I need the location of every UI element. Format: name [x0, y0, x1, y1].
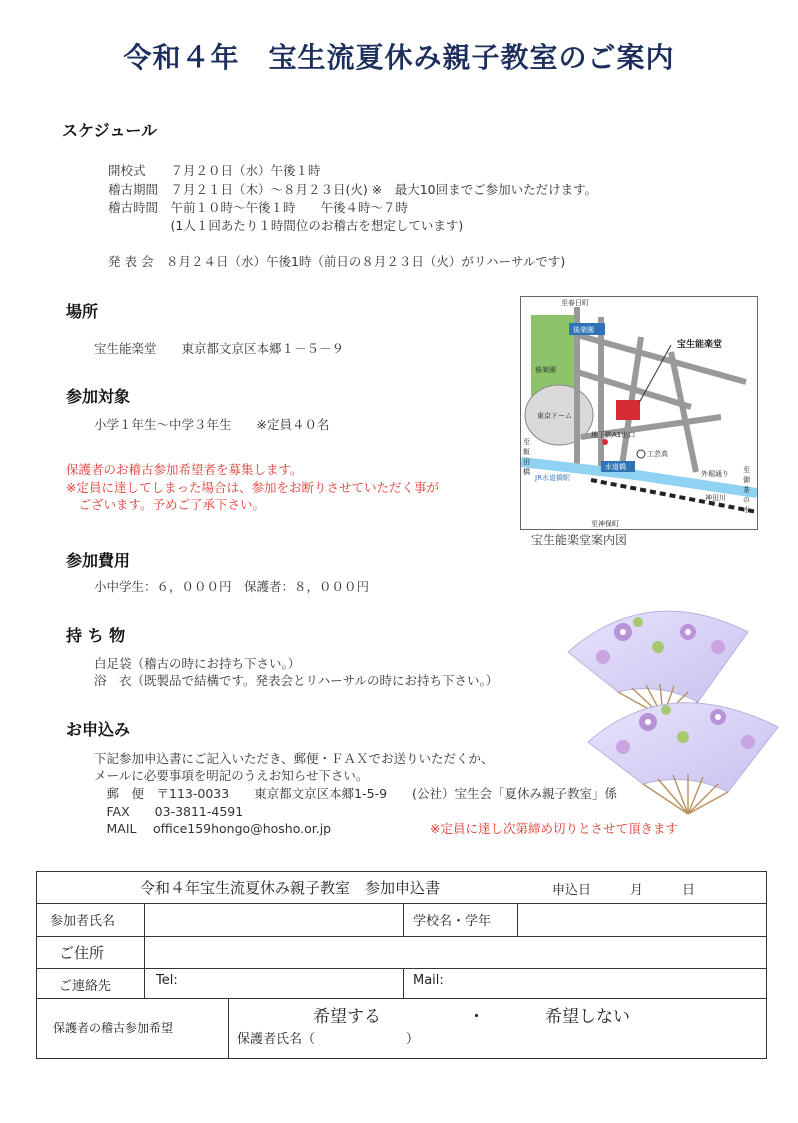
- apply-heading: お申込み: [66, 720, 131, 739]
- guardian-note-3: ございます。予めご了承下さい。: [66, 497, 266, 512]
- map-hall-marker: [616, 400, 640, 420]
- apply-postal: 郵 便 〒113-0033 東京都文京区本郷1-5-9 (公社）宝生会「夏休み親子教室」係: [94, 786, 617, 801]
- participant-name-label: 参加者氏名: [50, 914, 116, 929]
- participant-name-field[interactable]: [145, 904, 403, 936]
- wish-separator: ・: [468, 1007, 485, 1027]
- schedule-heading: スケジュール: [62, 121, 158, 140]
- map-label-bottom: 至神保町: [591, 520, 619, 528]
- schedule-line-recital: 発 表 会 ８月２４日（水）午後1時（前日の８月２３日（火）がリハーサルです): [108, 254, 566, 269]
- apply-line-1: 下記参加申込書にご記入いただき、郵便・ＦＡＸでお送りいただくか、: [94, 751, 494, 766]
- map-label-bridge: 水道橋: [605, 463, 626, 471]
- map-label-road-left: 至飯田橋: [523, 438, 530, 476]
- schedule-line-3: 稽古時間 午前１０時～午後１時 午後４時～７時: [108, 200, 409, 215]
- guardian-name-field[interactable]: [337, 1026, 447, 1046]
- map-label-dome: 東京ドーム: [537, 412, 572, 420]
- place-heading: 場所: [66, 302, 99, 321]
- map-label-exit: 地下鉄A1出口: [591, 431, 636, 439]
- guardian-note-2: ※定員に達してしまった場合は、参加をお断りさせていただく事が: [66, 480, 439, 495]
- fee-heading: 参加費用: [66, 551, 131, 570]
- contact-label: ご連絡先: [59, 979, 112, 994]
- wish-yes-option[interactable]: 希望する: [313, 1007, 381, 1027]
- fan-top: [568, 611, 748, 717]
- map-label-korakuen-st: 後楽園: [573, 326, 594, 334]
- guardian-name-label: 保護者氏名（ ）: [237, 1032, 420, 1047]
- map-label-top-station: 至春日町: [561, 299, 589, 307]
- map-label-jr: JR水道橋駅: [535, 474, 570, 482]
- access-map: [520, 296, 758, 530]
- address-label: ご住所: [59, 944, 105, 962]
- application-form: [36, 871, 767, 1059]
- schedule-line-2: 稽古期間 ７月２１日（木）～８月２３日(火) ※ 最大10回までご参加いただけます。: [108, 182, 598, 197]
- apply-fax: FAX 03-3811-4591: [94, 804, 244, 819]
- map-label-gaibori: 外堀通り: [701, 470, 729, 478]
- map-label-road-right: 至御茶の水: [743, 466, 750, 514]
- items-line-1: 白足袋（稽古の時にお持ち下さい。）: [94, 656, 301, 671]
- address-field[interactable]: [145, 937, 766, 968]
- target-line: 小学１年生～中学３年生 ※定員４０名: [94, 417, 330, 432]
- wish-no-option[interactable]: 希望しない: [545, 1007, 630, 1027]
- items-line-2: 浴 衣（既製品で結構です。発表会とリハーサルの時にお持ち下さい。）: [94, 673, 499, 688]
- map-label-garden: 後楽園: [535, 366, 556, 374]
- school-grade-field[interactable]: [518, 904, 766, 936]
- tel-field[interactable]: [183, 969, 401, 998]
- form-title: 令和４年宝生流夏休み親子教室 参加申込書: [140, 879, 441, 897]
- map-school-marker: [637, 450, 645, 458]
- deadline-note: ※定員に達し次第締め切りとさせて頂きます: [430, 821, 678, 836]
- map-caption: 宝生能楽堂案内図: [531, 533, 628, 547]
- form-date-label: 申込日 月 日: [552, 883, 696, 898]
- map-label-hall: 宝生能楽堂: [677, 340, 723, 350]
- guardian-note-1: 保護者のお稽古参加希望者を募集します。: [66, 462, 303, 477]
- schedule-line-4: (1人１回あたり１時間位のお稽古を想定しています): [108, 218, 464, 233]
- tel-label: Tel:: [156, 973, 178, 988]
- page-title: 令和４年 宝生流夏休み親子教室のご案内: [123, 41, 675, 74]
- apply-line-2: メールに必要事項を明記のうえお知らせ下さい。: [94, 768, 369, 783]
- mail-label: Mail:: [413, 973, 444, 988]
- mail-field[interactable]: [449, 969, 765, 998]
- map-label-river: 神田川: [705, 494, 726, 502]
- map-label-kogei: 工芸高: [647, 450, 668, 458]
- items-heading: 持 ち 物: [66, 626, 126, 645]
- schedule-line-1: 開校式 ７月２０日（水）午後１時: [108, 163, 321, 178]
- target-heading: 参加対象: [66, 387, 131, 406]
- guardian-wish-label: 保護者の稽古参加希望: [53, 1021, 174, 1035]
- fee-line: 小中学生：６，０００円 保護者：８，０００円: [94, 579, 370, 594]
- apply-mail: MAIL office159hongo@hosho.or.jp: [94, 821, 332, 836]
- school-grade-label: 学校名・学年: [413, 914, 492, 929]
- place-line: 宝生能楽堂 東京都文京区本郷１－５－９: [94, 341, 345, 356]
